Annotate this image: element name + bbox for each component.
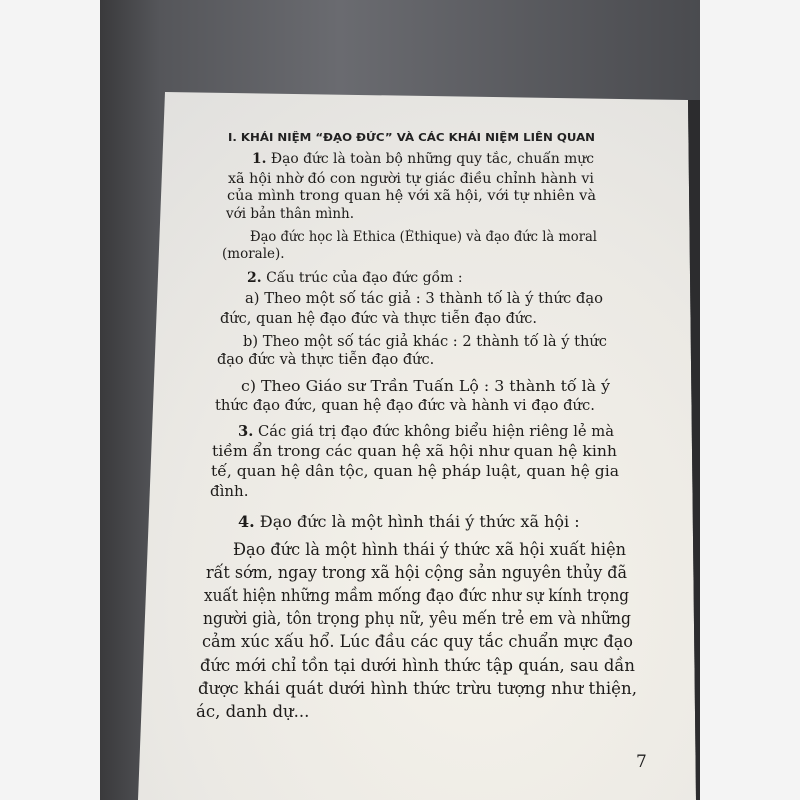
text-line: ác, danh dự...: [196, 702, 310, 721]
text-line: Đạo đức học là Ethica (Éthique) và đạo đức là moral: [250, 229, 597, 245]
text-line: (morale).: [222, 246, 285, 262]
section-heading: I. KHÁI NIỆM “ĐẠO ĐỨC” VÀ CÁC KHÁI NIỆM LIÊN QUAN: [228, 131, 595, 144]
text-line: xuất hiện những mầm mống đạo đức như sự kính trọng: [204, 586, 629, 605]
text-line: với bản thân mình.: [226, 206, 354, 222]
text-line: đức, quan hệ đạo đức và thực tiễn đạo đức.: [220, 311, 537, 327]
text-line: c) Theo Giáo sư Trần Tuấn Lộ : 3 thành tố là ý: [241, 377, 610, 395]
text-line: đạo đức và thực tiễn đạo đức.: [217, 352, 435, 368]
item-number: 2.: [247, 270, 262, 286]
text-line: a) Theo một số tác giả : 3 thành tố là ý thức đạo: [245, 291, 603, 307]
text-line: tế, quan hệ dân tộc, quan hệ pháp luật, quan hệ gia: [211, 462, 619, 480]
text-line: b) Theo một số tác giả khác : 2 thành tố là ý thức: [243, 334, 607, 350]
text-line: đức mới chỉ tồn tại dưới hình thức tập quán, sau dần: [200, 656, 635, 675]
text-line: cảm xúc xấu hổ. Lúc đầu các quy tắc chuẩn mực đạo: [202, 632, 633, 651]
item-number: 4.: [238, 512, 255, 531]
text-line: người già, tôn trọng phụ nữ, yêu mến trẻ em và những: [203, 609, 631, 628]
text-line: được khái quát dưới hình thức trừu tượng như thiện,: [198, 679, 637, 698]
page-number: 7: [636, 752, 647, 772]
text-line: thức đạo đức, quan hệ đạo đức và hành vi đạo đức.: [215, 396, 595, 414]
text-line: của mình trong quan hệ với xã hội, với tự nhiên và: [227, 188, 596, 204]
text-line: rất sớm, ngay trong xã hội cộng sản nguyên thủy đã: [206, 563, 627, 582]
item-number: 3.: [238, 422, 254, 440]
text-line: Đạo đức là một hình thái ý thức xã hội xuất hiện: [233, 540, 626, 559]
text-line: tiềm ẩn trong các quan hệ xã hội như quan hệ kinh: [212, 442, 617, 460]
text-line: 4. Đạo đức là một hình thái ý thức xã hội :: [238, 512, 580, 531]
text-line: 1. Đạo đức là toàn bộ những quy tắc, chuẩn mực: [252, 151, 594, 167]
text-line: 3. Các giá trị đạo đức không biểu hiện riêng lẻ mà: [238, 422, 614, 440]
item-number: 1.: [252, 151, 267, 167]
text-line: đình.: [210, 482, 249, 500]
text-line: xã hội nhờ đó con người tự giác điều chỉnh hành vi: [228, 171, 594, 187]
text-line: 2. Cấu trúc của đạo đức gồm :: [247, 270, 463, 286]
